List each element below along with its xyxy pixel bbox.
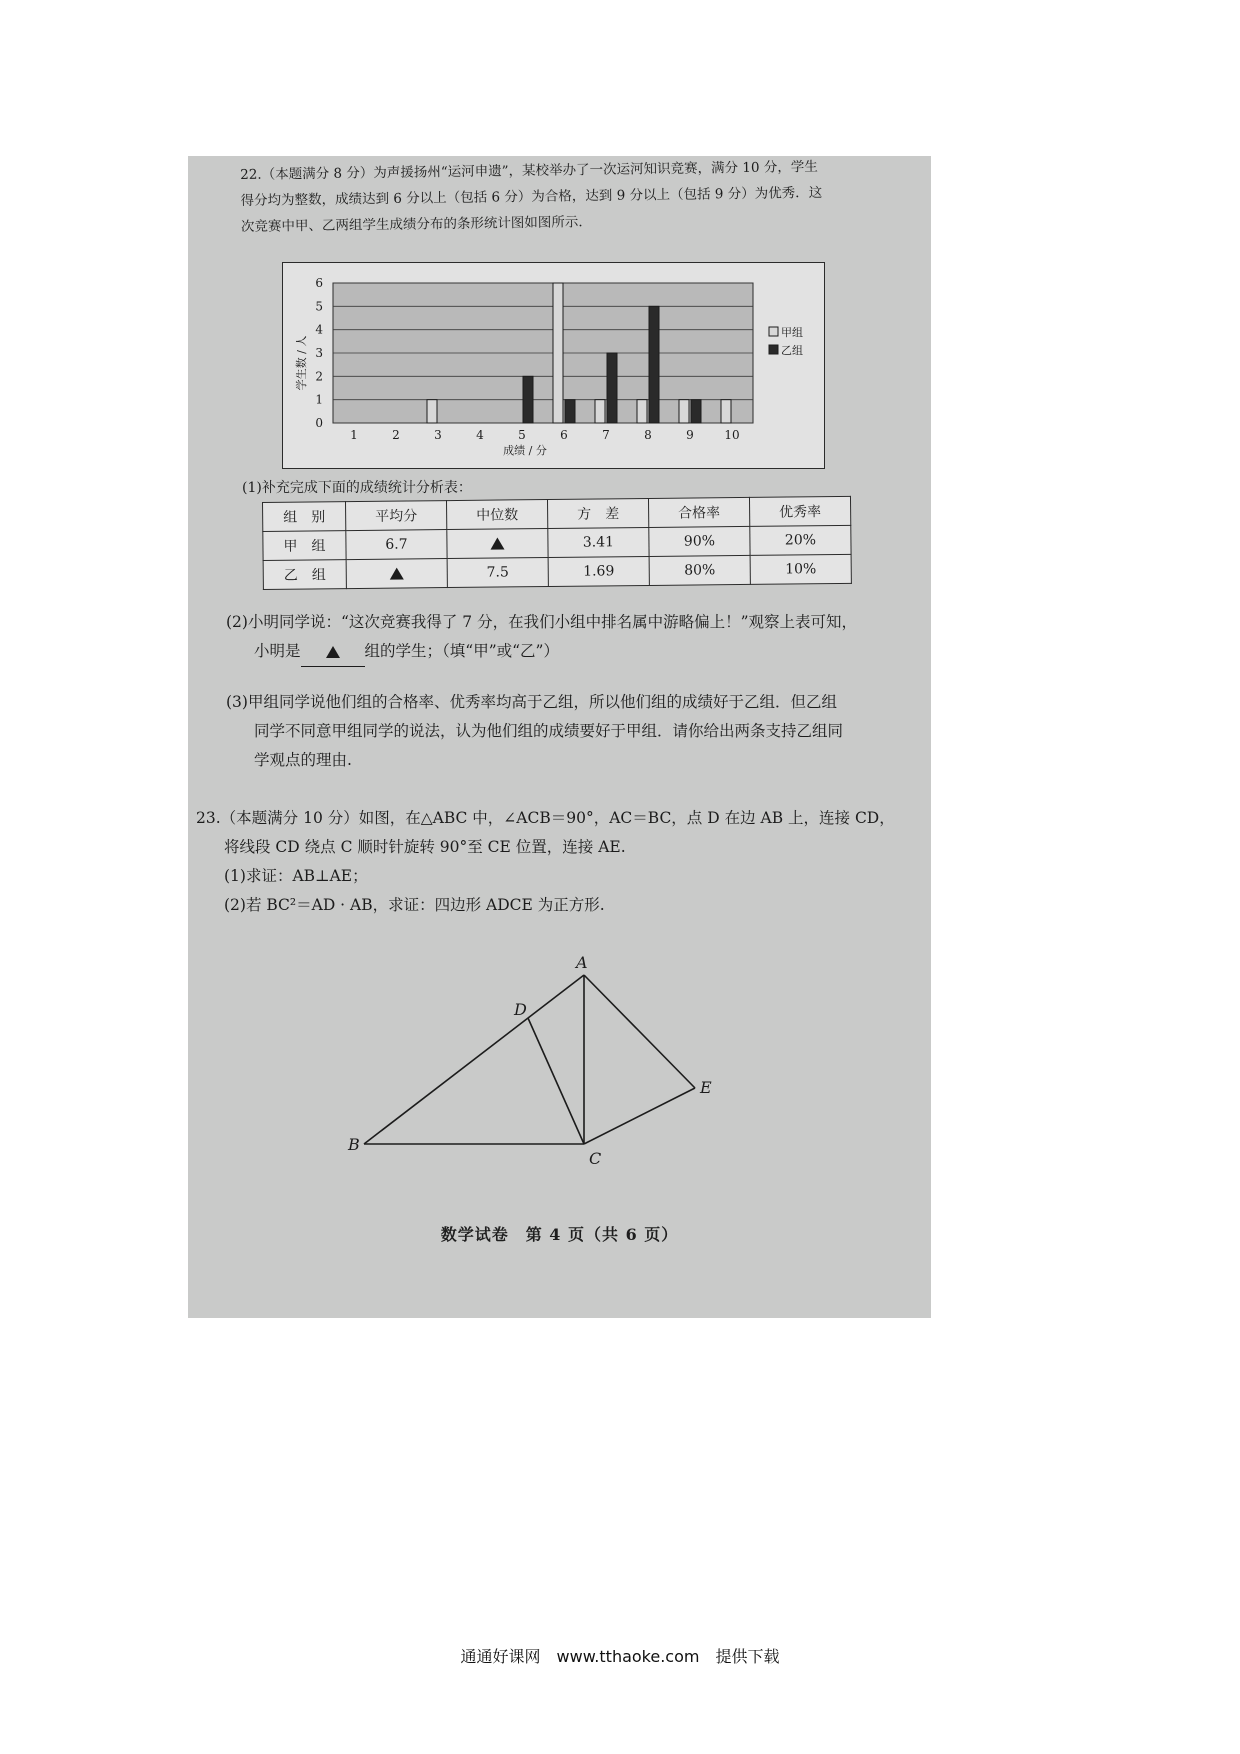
x-tick-label: 5 bbox=[518, 428, 526, 442]
page-number-label: 数学试卷 第 4 页（共 6 页） bbox=[440, 1225, 679, 1244]
x-tick-label: 10 bbox=[724, 428, 740, 442]
triangle-diagram bbox=[188, 946, 931, 1206]
bar-jia-6 bbox=[553, 283, 563, 423]
table-cell: 20% bbox=[750, 525, 851, 555]
q23-line: 23.（本题满分 10 分）如图，在△ABC 中，∠ACB＝90°，AC＝BC，点 D 在边 AB 上，连接 CD， bbox=[196, 809, 895, 827]
y-axis-label: 学生数 / 人 bbox=[295, 335, 308, 391]
point-label-D: D bbox=[514, 1000, 527, 1019]
x-tick-label: 9 bbox=[686, 428, 694, 442]
segment-AE bbox=[584, 975, 695, 1088]
q22-part2-answer-line bbox=[226, 637, 916, 667]
table-header: 方 差 bbox=[547, 498, 648, 528]
bar-yi-5 bbox=[523, 376, 533, 423]
site-footer: 通通好课网 www.tthaoke.com 提供下载 bbox=[460, 1647, 780, 1666]
y-tick-label: 2 bbox=[315, 369, 323, 384]
table-header: 合格率 bbox=[648, 497, 749, 527]
table-cell-blank bbox=[447, 529, 548, 559]
x-axis-label: 成绩 / 分 bbox=[503, 444, 547, 457]
q22-part2-text: 小明是 bbox=[254, 642, 301, 660]
q22-part3-line: 学观点的理由. bbox=[254, 751, 352, 769]
q22-part3 bbox=[226, 688, 916, 775]
y-tick-label: 1 bbox=[315, 392, 323, 407]
answer-blank bbox=[301, 637, 365, 667]
point-label-B: B bbox=[348, 1135, 360, 1154]
q22-part2 bbox=[226, 608, 916, 667]
legend-swatch-jia bbox=[769, 327, 778, 336]
table-row bbox=[263, 554, 851, 589]
bar-jia-7 bbox=[595, 400, 605, 423]
bar-yi-9 bbox=[691, 400, 701, 423]
q22-intro-line: 得分均为整数，成绩达到 6 分以上（包括 6 分）为合格，达到 9 分以上（包括 9 分）为优秀．这 bbox=[240, 184, 823, 209]
q23 bbox=[196, 804, 928, 920]
x-tick-label: 2 bbox=[392, 428, 400, 442]
exam-photo bbox=[188, 156, 931, 1318]
triangle-blank-icon bbox=[490, 537, 504, 549]
q22-part2-line: (2)小明同学说：“这次竞赛我得了 7 分，在我们小组中排名属中游略偏上！”观察上表可知， bbox=[226, 613, 858, 631]
table-header: 中位数 bbox=[446, 500, 547, 530]
bar-jia-3 bbox=[427, 400, 437, 423]
y-tick-label: 5 bbox=[315, 299, 323, 314]
bar-chart-frame bbox=[282, 262, 825, 469]
table-cell: 乙 组 bbox=[263, 560, 346, 590]
bar-yi-7 bbox=[607, 353, 617, 423]
chart-legend bbox=[769, 326, 803, 357]
table-cell-blank bbox=[346, 559, 447, 589]
x-tick-label: 8 bbox=[644, 428, 652, 442]
q22-intro-line: 22.（本题满分 8 分）为声援扬州“运河申遗”，某校举办了一次运河知识竞赛，满分 10 分，学生 bbox=[240, 158, 818, 183]
point-label-C: C bbox=[589, 1149, 602, 1168]
bar-chart bbox=[283, 263, 824, 468]
q23-line: 将线段 CD 绕点 C 顺时针旋转 90°至 CE 位置，连接 AE. bbox=[224, 838, 626, 856]
q22-part2-text: 组的学生；（填“甲”或“乙”） bbox=[364, 642, 559, 660]
legend-swatch-yi bbox=[769, 345, 778, 354]
x-tick-label: 6 bbox=[560, 428, 568, 442]
bar-yi-8 bbox=[649, 306, 659, 423]
table-cell: 10% bbox=[750, 554, 851, 584]
table-cell: 1.69 bbox=[548, 556, 649, 586]
legend-label-jia: 甲组 bbox=[781, 326, 803, 339]
q23-line: (1)求证：AB⊥AE； bbox=[224, 867, 368, 885]
q22-intro bbox=[240, 156, 911, 240]
table-header: 平均分 bbox=[346, 501, 447, 531]
bar-jia-10 bbox=[721, 400, 731, 423]
q22-part3-line: 同学不同意甲组同学的说法，认为他们组的成绩要好于甲组．请你给出两条支持乙组同 bbox=[254, 722, 844, 740]
table-cell: 3.41 bbox=[548, 527, 649, 557]
table-cell: 7.5 bbox=[447, 558, 548, 588]
table-cell: 6.7 bbox=[346, 530, 447, 560]
segment-AB bbox=[364, 975, 584, 1144]
x-tick-label: 7 bbox=[602, 428, 610, 442]
y-tick-label: 3 bbox=[315, 346, 323, 360]
y-tick-label: 4 bbox=[315, 322, 323, 337]
segment-CD bbox=[528, 1018, 584, 1144]
point-label-E: E bbox=[700, 1078, 712, 1097]
x-tick-label: 4 bbox=[476, 428, 484, 442]
q22-intro-line: 次竞赛中甲、乙两组学生成绩分布的条形统计图如图所示. bbox=[240, 214, 583, 235]
point-label-A: A bbox=[576, 953, 588, 972]
table-header: 组 别 bbox=[263, 502, 346, 532]
q23-line: (2)若 BC²＝AD · AB，求证：四边形 ADCE 为正方形. bbox=[224, 896, 605, 914]
x-tick-label: 3 bbox=[434, 428, 442, 442]
bar-yi-6 bbox=[565, 400, 575, 423]
segment-CE bbox=[584, 1088, 695, 1144]
triangle-blank-icon bbox=[326, 646, 340, 658]
legend-label-yi: 乙组 bbox=[781, 344, 803, 357]
y-tick-label: 0 bbox=[315, 416, 323, 430]
q22-part1-text: (1)补充完成下面的成绩统计分析表： bbox=[242, 480, 472, 496]
q22-part3-line: (3)甲组同学说他们组的合格率、优秀率均高于乙组，所以他们组的成绩好于乙组．但乙组 bbox=[226, 693, 837, 711]
x-tick-label: 1 bbox=[350, 428, 358, 442]
stats-table bbox=[262, 496, 852, 590]
bar-jia-9 bbox=[679, 400, 689, 423]
triangle-blank-icon bbox=[390, 568, 404, 580]
table-header: 优秀率 bbox=[749, 496, 850, 526]
y-tick-label: 6 bbox=[315, 276, 323, 290]
bar-jia-8 bbox=[637, 400, 647, 423]
table-cell: 90% bbox=[649, 526, 750, 556]
table-cell: 80% bbox=[649, 555, 750, 585]
table-cell: 甲 组 bbox=[263, 531, 346, 561]
